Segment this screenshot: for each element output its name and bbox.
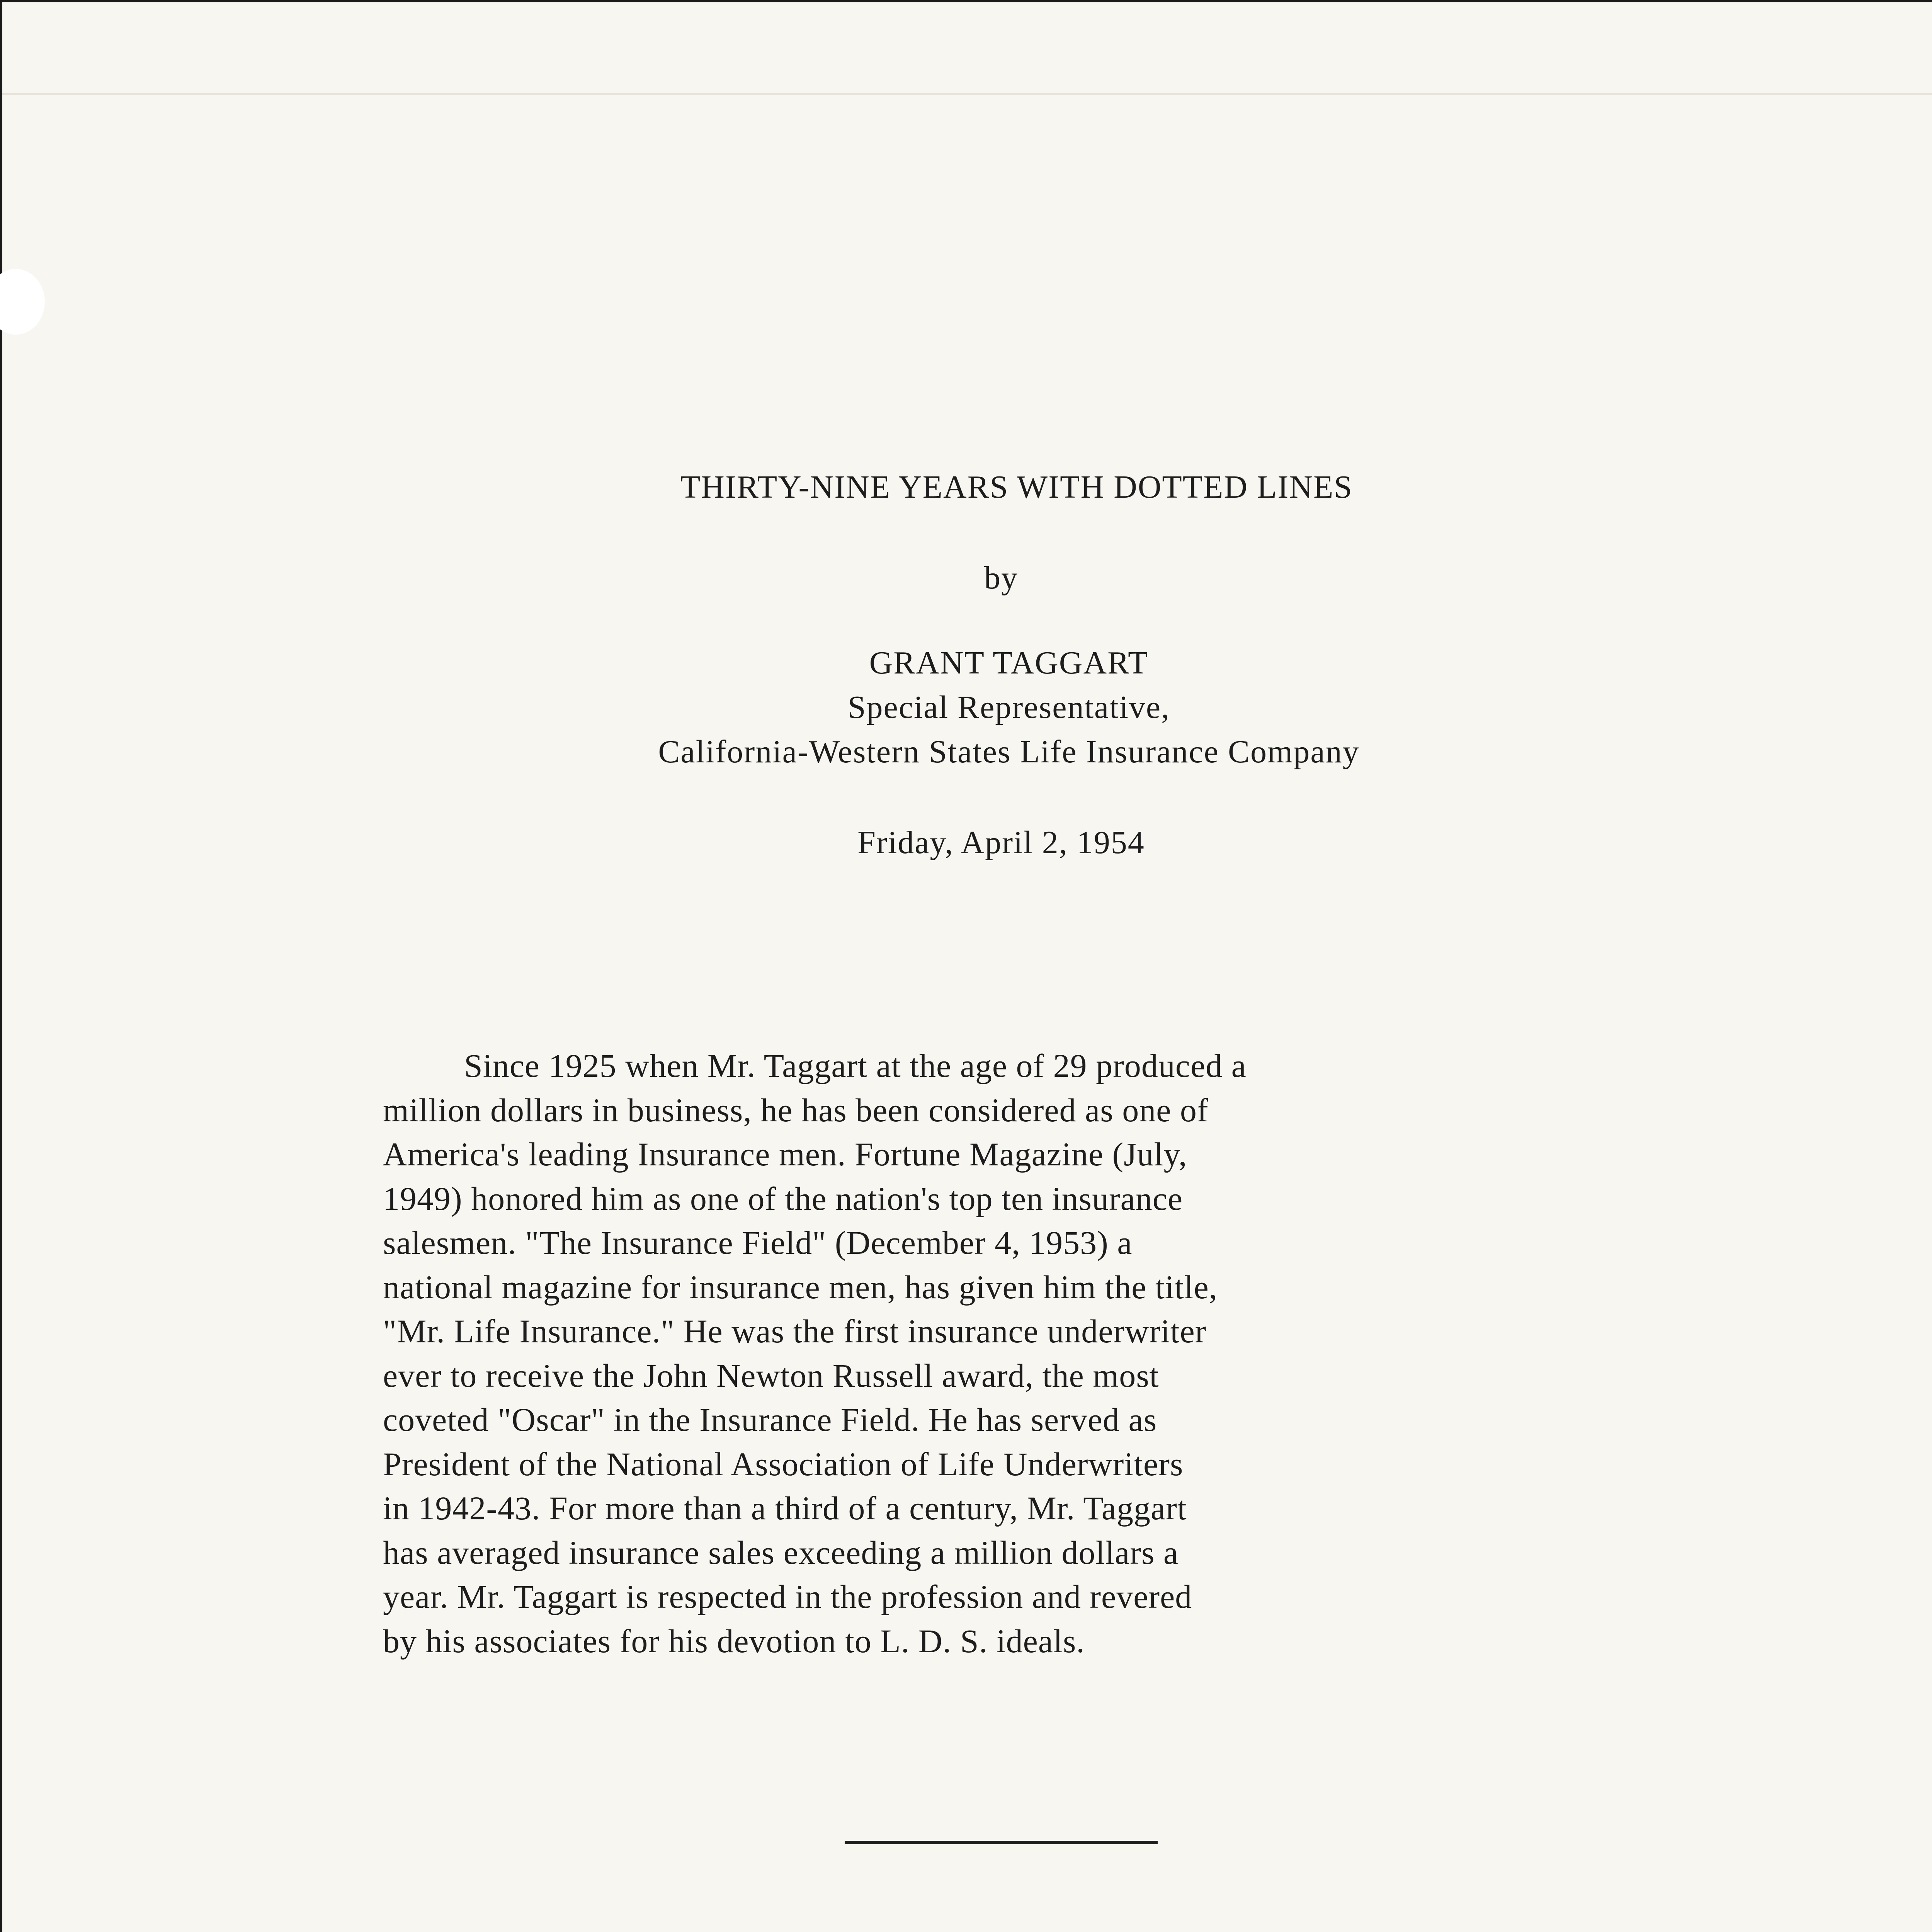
biography-paragraph bbox=[383, 1044, 1643, 1663]
byline-by: by bbox=[984, 560, 1018, 596]
author-name: GRANT TAGGART bbox=[869, 645, 1149, 681]
document-date: Friday, April 2, 1954 bbox=[857, 825, 1145, 861]
document-title: THIRTY-NINE YEARS WITH DOTTED LINES bbox=[680, 469, 1353, 505]
body-line: in 1942-43. For more than a third of a century, Mr. Taggart bbox=[383, 1490, 1187, 1527]
author-company: California-Western States Life Insurance Company bbox=[658, 734, 1360, 770]
punch-hole-top bbox=[0, 269, 45, 335]
body-line: has averaged insurance sales exceeding a million dollars a bbox=[383, 1534, 1179, 1571]
body-line: year. Mr. Taggart is respected in the profession and revered bbox=[383, 1578, 1192, 1615]
body-line: ever to receive the John Newton Russell award, the most bbox=[383, 1357, 1159, 1394]
body-line: Since 1925 when Mr. Taggart at the age of 29 produced a bbox=[464, 1047, 1247, 1084]
author-role: Special Representative, bbox=[847, 689, 1170, 725]
body-line: national magazine for insurance men, has given him the title, bbox=[383, 1268, 1218, 1306]
page-fold-line bbox=[2, 93, 1932, 95]
body-line: by his associates for his devotion to L. D. S. ideals. bbox=[383, 1622, 1085, 1660]
body-line: salesmen. "The Insurance Field" (December 4, 1953) a bbox=[383, 1224, 1133, 1261]
body-line: President of the National Association of Life Underwriters bbox=[383, 1445, 1184, 1483]
closing-rule bbox=[845, 1841, 1158, 1844]
body-line: America's leading Insurance men. Fortune Magazine (July, bbox=[383, 1136, 1187, 1173]
body-line: "Mr. Life Insurance." He was the first insurance underwriter bbox=[383, 1313, 1207, 1350]
body-line: coveted "Oscar" in the Insurance Field. He has served as bbox=[383, 1401, 1157, 1438]
body-line: 1949) honored him as one of the nation's top ten insurance bbox=[383, 1180, 1183, 1217]
body-line: million dollars in business, he has been considered as one of bbox=[383, 1091, 1209, 1129]
